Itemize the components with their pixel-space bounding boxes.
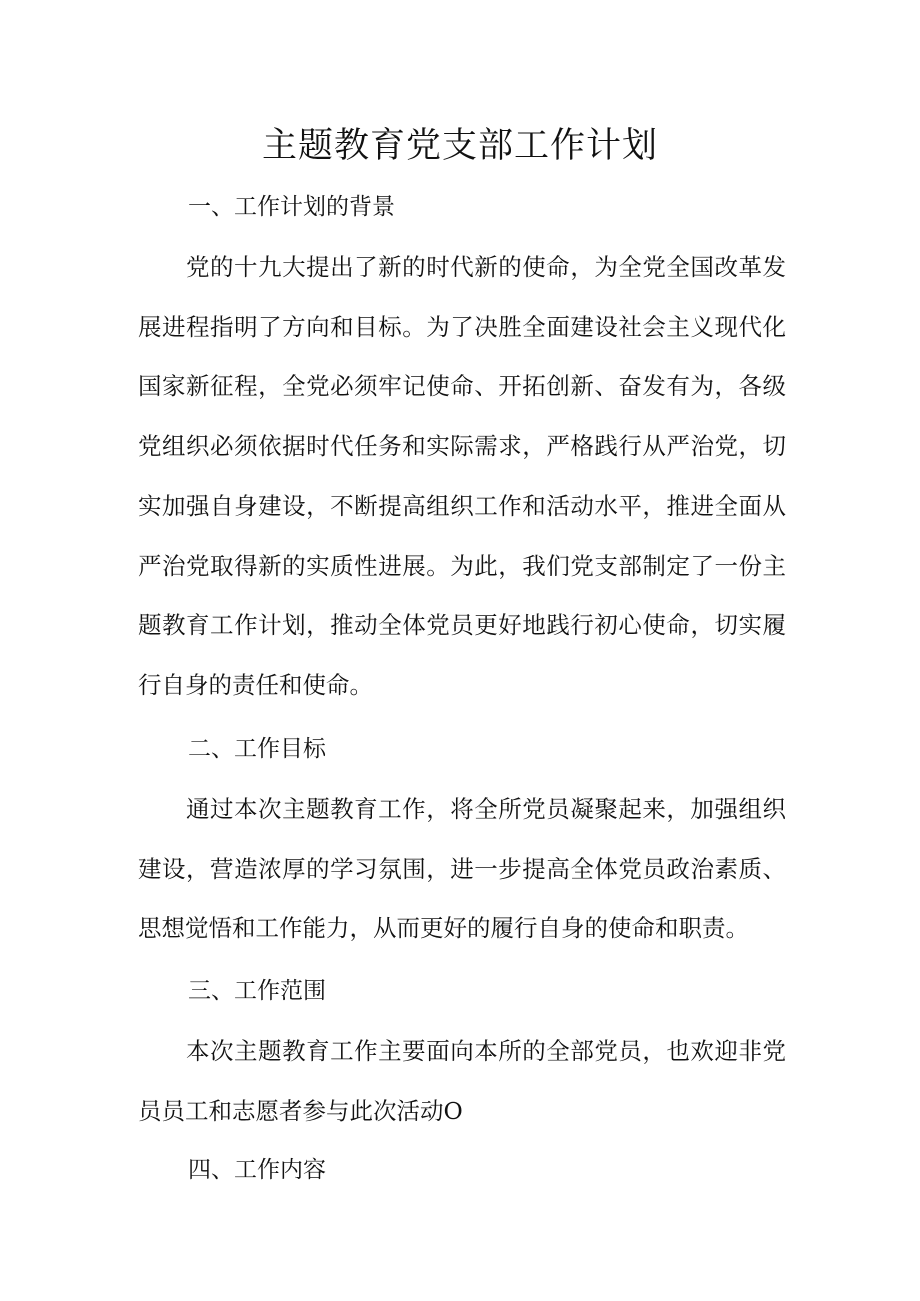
paragraph-scope: 本次主题教育工作主要面向本所的全部党员，也欢迎非党员员工和志愿者参与此次活动O <box>138 1037 786 1125</box>
paragraph-background: 党的十九大提出了新的时代新的使命，为全党全国改革发展进程指明了方向和目标。为了决胜全面建设社会主义现代化国家新征程，全党必须牢记使命、开拓创新、奋发有为，各级党组织必须依据时代任务和实际需求，严格践行从严治党，切实加强自身建设，不断提高组织工作和活动水平，推进全面从严治党取得新的实质性进展。为此，我们党支部制定了一份主题教育工作计划，推动全体党员更好地践行初心使命，切实履行自身的责任和使命。 <box>138 253 786 699</box>
section-heading-goals: 二、工作目标 <box>188 736 326 762</box>
paragraph-goals: 通过本次主题教育工作，将全所党员凝聚起来，加强组织建设，营造浓厚的学习氛围，进一步提高全体党员政治素质、思想觉悟和工作能力，从而更好的履行自身的使命和职责。 <box>138 795 786 943</box>
section-heading-content: 四、工作内容 <box>188 1157 326 1183</box>
document-title: 主题教育党支部工作计划 <box>261 126 658 166</box>
section-heading-scope: 三、工作范围 <box>188 978 326 1004</box>
section-heading-background: 一、工作计划的背景 <box>188 194 395 220</box>
